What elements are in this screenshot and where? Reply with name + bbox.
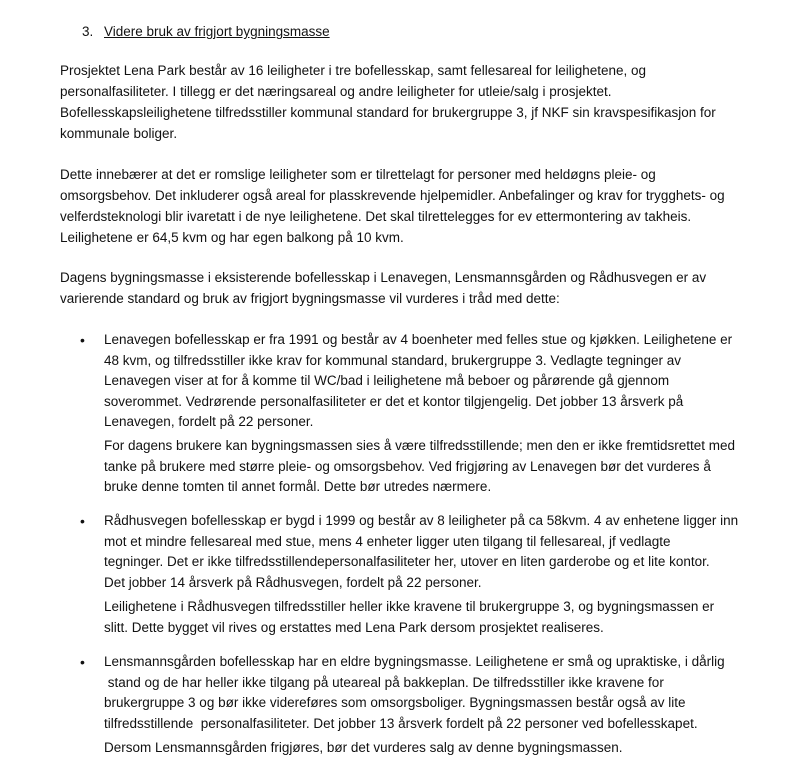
text-line: tilfredsstillende personalfasiliteter. Det jobber 13 årsverk fordelt på 22 personer ved bofellesskapet. <box>104 715 698 731</box>
bullet-marker: • <box>80 654 85 670</box>
text-line: tegninger. Det er ikke tilfredsstillendepersonalfasiliteter her, utover en liten garderobe og et lite kontor. <box>104 554 710 569</box>
text-line: omsorgsbehov. Det inkluderer også areal for plasskrevende hjelpemidler. Anbefalinger og krav for trygghets- og <box>60 188 725 203</box>
text-line: varierende standard og bruk av frigjort bygningsmasse vil vurderes i tråd med dette: <box>60 291 560 306</box>
section-title: Videre bruk av frigjort bygningsmasse <box>104 24 330 39</box>
radhusvegen-assessment-paragraph <box>104 597 754 638</box>
text-line: bruke denne tomten til annet formål. Dette bør utredes nærmere. <box>104 479 492 494</box>
text-line: stand og de har heller ikke tilgang på uteareal på bakkeplan. De tilfredsstiller ikke kravene for <box>104 674 664 690</box>
text-line: Lensmannsgården bofellesskap har en eldre bygningsmasse. Leilighetene er små og upraktiske, i dårlig <box>104 654 725 669</box>
text-line: Leilighetene i Rådhusvegen tilfredsstiller heller ikke kravene til brukergruppe 3, og bygningsmassen er <box>104 599 715 614</box>
text-line: 48 kvm, og tilfredsstiller ikke krav for kommunal standard, brukergruppe 3. Vedlagte tegninger av <box>104 352 682 368</box>
requirements-paragraph <box>60 164 750 248</box>
lensmannsgarden-paragraph <box>104 652 754 734</box>
section-heading <box>82 22 330 42</box>
existing-buildings-paragraph <box>60 267 750 309</box>
text-line: tanke på brukere med større pleie- og omsorgsbehov. Ved frigjøring av Lenavegen bør det vurderes å <box>104 458 711 474</box>
lensmannsgarden-assessment-paragraph <box>104 738 754 759</box>
lenavegen-assessment-paragraph <box>104 436 754 498</box>
text-line: Lenavegen, fordelt på 22 personer. <box>104 414 314 429</box>
text-line: soverommet. Vedrørende personalfasiliteter er det et kontor tilgjengelig. Det jobber 13 årsverk på <box>104 393 684 409</box>
text-line: Dagens bygningsmasse i eksisterende bofellesskap i Lenavegen, Lensmannsgården og Rådhusvegen er av <box>60 270 707 285</box>
text-line: Rådhusvegen bofellesskap er bygd i 1999 og består av 8 leiligheter på ca 58kvm. 4 av enhetene ligger inn <box>104 513 739 528</box>
text-line: personalfasiliteter. I tillegg er det næringsareal og andre leiligheter for utleie/salg i prosjektet. <box>60 84 612 99</box>
text-line: Dette innebærer at det er romslige leiligheter som er tilrettelagt for personer med heldøgns pleie- og <box>60 167 656 182</box>
text-line: kommunale boliger. <box>60 126 178 141</box>
text-line: Lenavegen bofellesskap er fra 1991 og består av 4 boenheter med felles stue og kjøkken. Leilighetene er <box>104 332 733 347</box>
radhusvegen-paragraph <box>104 511 754 593</box>
text-line: brukergruppe 3 og bør ikke videreføres som omsorgsboliger. Bygningsmassen består også av lite <box>104 695 686 710</box>
text-line: Prosjektet Lena Park består av 16 leiligheter i tre bofellesskap, samt fellesareal for leilighetene, og <box>60 63 647 78</box>
text-line: Lenavegen viser at for å komme til WC/bad i leilighetene må beboer og pårørende gå gjennom <box>104 373 670 388</box>
intro-paragraph <box>60 60 750 144</box>
lenavegen-paragraph <box>104 330 754 433</box>
text-line: Dersom Lensmannsgården frigjøres, bør det vurderes salg av denne bygningsmassen. <box>104 740 623 755</box>
text-line: Det jobber 14 årsverk på Rådhusvegen, fordelt på 22 personer. <box>104 574 482 590</box>
text-line: velferdsteknologi blir ivaretatt i de nye leilighetene. Det skal tilrettelegges for ev ettermontering av takheis. <box>60 209 692 224</box>
bullet-marker: • <box>80 332 85 348</box>
text-line: For dagens brukere kan bygningsmassen sies å være tilfredsstillende; men den er ikke fremtidsrettet med <box>104 438 736 453</box>
text-line: Bofellesskapsleilighetene tilfredsstiller kommunal standard for brukergruppe 3, jf NKF sin kravspesifikasjon for <box>60 105 716 120</box>
text-line: mot et mindre fellesareal med stue, mens 4 enheter ligger uten tilgang til fellesareal, jf vedlagte <box>104 533 671 549</box>
text-line: slitt. Dette bygget vil rives og erstattes med Lena Park dersom prosjektet realiseres. <box>104 619 604 635</box>
section-number: 3. <box>82 24 94 39</box>
text-line: Leilighetene er 64,5 kvm og har egen balkong på 10 kvm. <box>60 230 404 245</box>
bullet-marker: • <box>80 513 85 529</box>
